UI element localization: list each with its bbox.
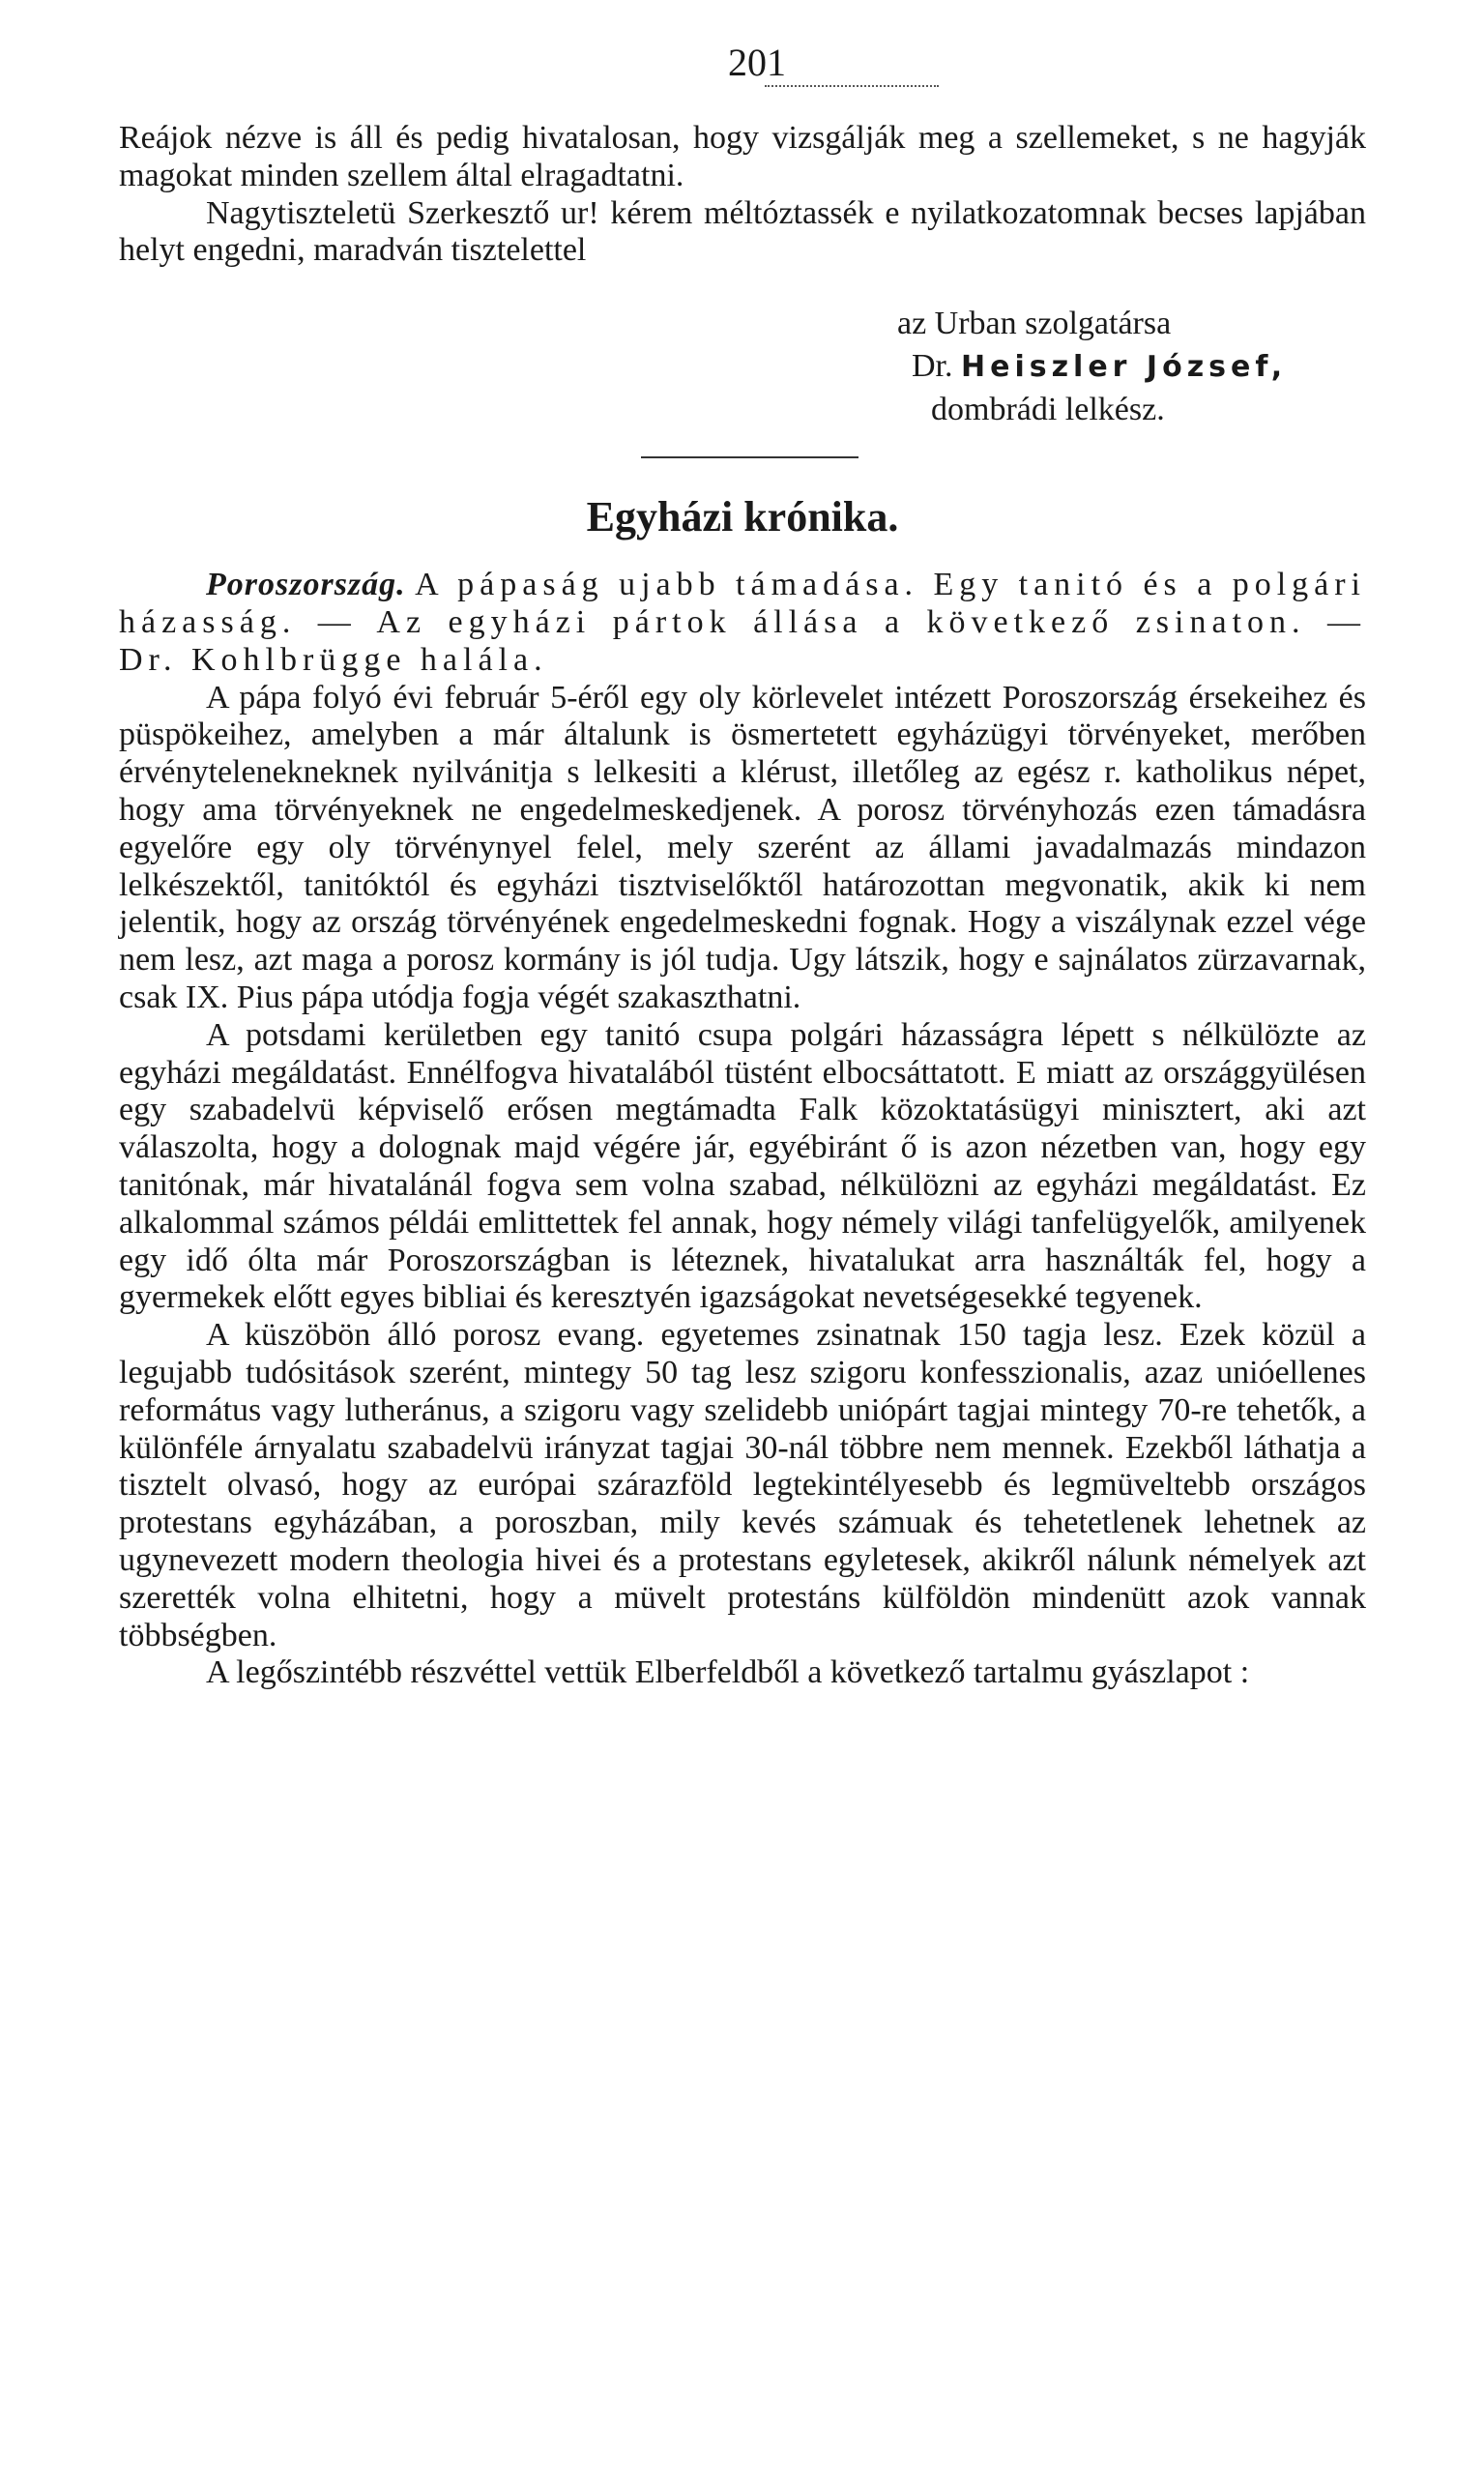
section-divider — [641, 456, 858, 458]
signature-block — [119, 303, 1366, 431]
page-number: 201 — [728, 41, 786, 84]
body-paragraph-2: A potsdami kerületben egy tanitó csupa polgári házasságra lépett s nélkülözte az egyházi megáldatást. Ennélfogva hivatalából tüstént elbocsáttatott. E miatt az országgyülésen egy szabadelvü képviselő erősen megtámadta Falk közoktatásügyi minisztert, aki azt válaszolta, hogy a dolognak majd végére jár, egyébiránt ő is azon nézetben van, hogy egy tanitónak, már hivatalánál fogva sem volna szabad, nélkülözni az egyházi megáldatást. Ez alkalommal számos példái emlittettek fel annak, hogy némely világi tanfelügyelők, amilyenek egy idő ólta már Poroszországban is léteznek, hivatalukat arra használták fel, hogy a gyermekek előtt egyes bibliai és keresztyén igazságokat nevetségesekké tegyenek. — [119, 1016, 1366, 1316]
body-paragraph-3: A küszöbön álló porosz evang. egyetemes zsinatnak 150 tagja lesz. Ezek közül a legujabb tudósitások szerént, mintegy 50 tag lesz szigoru konfesszionalis, azaz unióellenes református vagy lutheránus, a szigoru vagy szelidebb uniópárt tagjai mintegy 70-re tehetők, a különféle árnyalatu szabadelvü irányzat tagjai 30-nál többre nem mennek. Ezekből láthatja a tisztelt olvasó, hogy az európai szárazföld legtekintélyesebb és legmüveltebb országos protestans egyházában, a poroszban, mily kevés számuak és tehetetlenek lehetnek az ugynevezett modern theologia hivei és a protestans egyletesek, akikről nálunk némelyek azt szerették volna elhitetni, hogy a müvelt protestáns külföldön mindenütt azok vannak többségben. — [119, 1317, 1366, 1653]
body-paragraph-1: A pápa folyó évi február 5-éről egy oly körlevelet intézett Poroszország érsekeihez és püspökeihez, amelyben a már általunk is ösmertetett egyházügyi törvényeket, merőben érvénytelenekneknek nyilvánitja s lelkesiti a klérust, illetőleg az egész r. katholikus népet, hogy ama törvényeknek ne engedelmeskedjenek. A porosz törvényhozás ezen támadásra egyelőre egy oly törvénynyel felel, mely szerént az állami javadalmazás mindazon lelkészektől, tanitóktól és egyházi tisztviselőktől határozottan megvonatik, akik ki nem jelentik, hogy az ország törvényének engedelmeskedni fognak. Hogy a viszálynak ezzel vége nem lesz, azt maga a porosz kormány is jól tudja. Ugy látszik, hogy e sajnálatos zürzavarnak, csak IX. Pius pápa utódja fogja végét szakaszthatni. — [119, 679, 1366, 1015]
intro-paragraph-1: Reájok nézve is áll és pedig hivatalosan, hogy vizsgálják meg a szellemeket, s ne hagyják magokat minden szellem által elragadtatni. — [119, 120, 1366, 193]
signature-line-3: dombrádi lelkész. — [931, 392, 1165, 428]
lead-paragraph — [119, 567, 1366, 679]
body-paragraph-4: A legőszintébb részvéttel vettük Elberfeldből a következő tartalmu gyászlapot : — [206, 1654, 1250, 1691]
page-content — [119, 41, 1366, 1692]
page-number-ornament — [765, 85, 939, 87]
lead-topics: A pápaság ujabb támadása. Egy tanitó és a polgári házasság. — Az egyházi pártok állása a következő zsinaton. — Dr. Kohlbrügge halála. — [119, 567, 1367, 678]
section-heading: Egyházi krónika. — [586, 493, 899, 541]
signature-title: Dr. — [912, 348, 953, 385]
intro-paragraph-2: Nagytiszteletü Szerkesztő ur! kérem méltóztassék e nyilatkozatomnak becses lapjában helyt engedni, maradván tisztelettel — [119, 194, 1366, 269]
lead-country: Poroszország. — [206, 567, 406, 603]
signature-line-2 — [912, 345, 1366, 389]
signature-line-1: az Urban szolgatársa — [897, 306, 1172, 342]
signature-name: Heiszler József, — [961, 350, 1288, 385]
